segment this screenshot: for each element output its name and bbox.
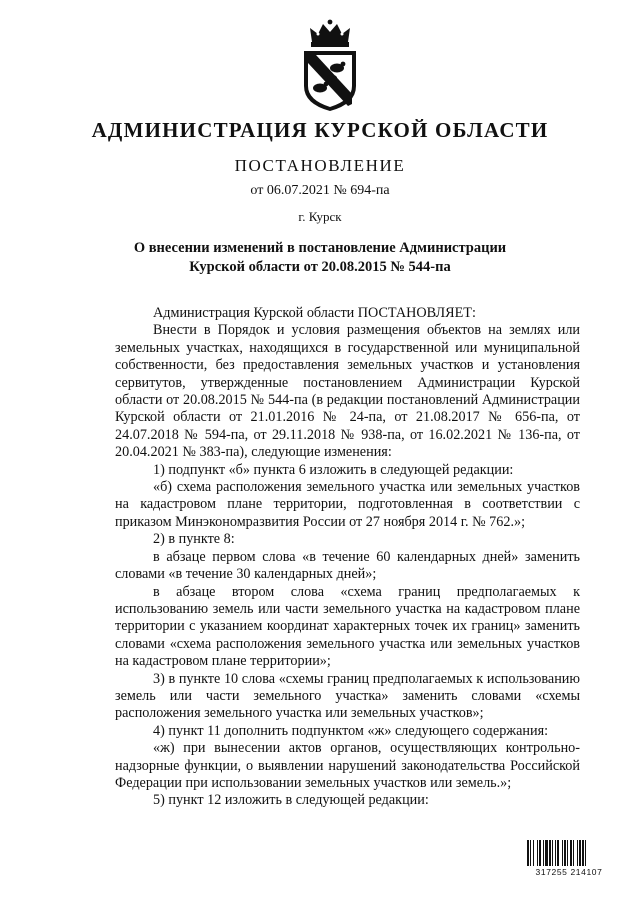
barcode-bar [573,840,574,866]
barcode-bar [530,840,531,866]
barcode-bar [570,840,572,866]
barcode-bar [549,840,551,866]
body-paragraph-item-5: 5) пункт 12 изложить в следующей редакции: [153,792,429,809]
barcode-bar [577,840,578,866]
barcode-number: 317255 214107 [535,867,603,877]
coat-of-arms-icon [296,18,364,114]
barcode-bar [537,840,538,866]
barcode-bar [543,840,544,866]
body-paragraph-main: Внести в Порядок и условия размещения объектов на землях или земельных участках, находящихся в государственной или муниципальной собственности, без предоставления земельных участков и установления сервитутов, утвержденные постановлением Администрации Курской области от 20.08.2015 № 544-па (в редакции постановлений Администрации Курской области от 21.01.2016 № 24-па, от 21.08.2017 № 656-па, от 24.07.2018 № 594-па, от 29.11.2018 № 938-па, от 16.02.2021 № 136-па, от 20.04.2021 № 383-па), следующие изменения: [115,322,580,461]
org-title: АДМИНИСТРАЦИЯ КУРСКОЙ ОБЛАСТИ [91,118,549,142]
body-paragraph-item-2: 2) в пункте 8: [153,531,235,548]
barcode [526,840,612,876]
body-paragraph-item-4: 4) пункт 11 дополнить подпунктом «ж» следующего содержания: [153,722,549,739]
barcode-bar [585,840,586,866]
doc-subject [0,239,640,277]
barcode-bar [552,840,553,866]
barcode-bar [579,840,581,866]
doc-type-title: ПОСТАНОВЛЕНИЕ [234,156,406,175]
doc-subject-line-2: Курской области от 20.08.2015 № 544-па [189,259,451,275]
body-paragraph-quote-b: «б) схема расположения земельного участка или земельных участков на кадастровом плане территории, подготовленная в соответствии с приказом Минэкономразвития России от 27 ноября 2014 г. № 762.»; [115,479,580,530]
barcode-icon [526,840,612,866]
body-paragraph-item-1: 1) подпункт «б» пункта 6 изложить в следующей редакции: [153,461,514,478]
barcode-bar [545,840,548,866]
barcode-bar [555,840,556,866]
barcode-bar [564,840,566,866]
barcode-bar [539,840,541,866]
barcode-bar [557,840,559,866]
body-paragraph-abzac-1: в абзаце первом слова «в течение 60 календарных дней» заменить словами «в течение 30 календарных дней»; [115,548,580,583]
body-paragraph-quote-zh: «ж) при вынесении актов органов, осуществляющих контрольно-надзорные функции, о выявлении нарушений законодательства Российской Федерации при использовании земельных участков или земель.»; [115,740,580,791]
barcode-bar [527,840,529,866]
doc-city: г. Курск [298,209,342,224]
barcode-bar [582,840,584,866]
doc-subject-line-1: О внесении изменений в постановление Администрации [133,240,507,256]
body-paragraph-abzac-2: в абзаце втором слова «схема границ предполагаемых к использованию земель или части земельного участка на кадастровом плане территории с указанием координат характерных точек их границ» заменить словами «схема расположения земельного участка или земельных участков на кадастровом плане территории»; [115,583,580,670]
barcode-bar [533,840,534,866]
barcode-bar [562,840,563,866]
doc-body [115,305,580,810]
body-paragraph-item-3: 3) в пункте 10 слова «схемы границ предполагаемых к использованию земель или части земельного участка» заменить словами «схемы расположения земельного участка или земельных участков»; [115,670,580,722]
barcode-bar [567,840,568,866]
body-paragraph-preamble: Администрация Курской области ПОСТАНОВЛЯЕТ: [153,305,476,321]
doc-date-number: от 06.07.2021 № 694-па [250,183,390,198]
